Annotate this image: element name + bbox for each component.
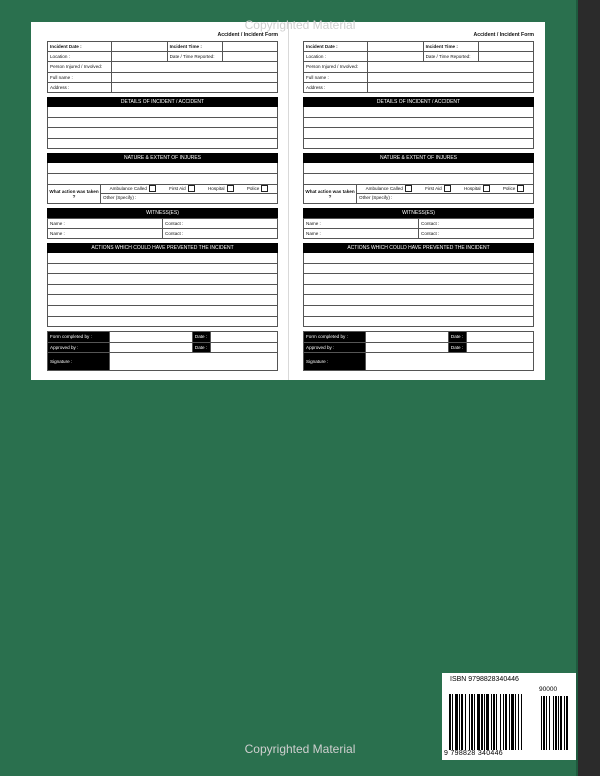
price-bar xyxy=(564,696,565,750)
incident-time-field[interactable] xyxy=(222,42,277,52)
date-time-reported-field[interactable] xyxy=(222,52,277,62)
action-taken-block xyxy=(303,185,534,204)
witness-contact-label: Contact : xyxy=(163,218,278,228)
police-option[interactable]: Police xyxy=(503,185,525,194)
first-aid-option[interactable]: First Aid xyxy=(169,185,195,194)
incident-date-label: Incident Date : xyxy=(48,42,112,52)
incident-date-field[interactable] xyxy=(368,42,423,52)
page-fold xyxy=(288,22,289,380)
incident-info-table xyxy=(303,41,534,93)
isbn-label: ISBN 9798828340446 xyxy=(450,676,519,683)
signature-label: Signature : xyxy=(304,353,366,371)
full-name-field[interactable] xyxy=(368,72,534,82)
price-bar xyxy=(546,696,547,750)
address-label: Address : xyxy=(304,82,368,92)
barcode-bar xyxy=(455,694,458,750)
barcode-bar xyxy=(500,694,501,750)
location-field[interactable] xyxy=(368,52,423,62)
barcode-bar xyxy=(515,694,516,750)
hospital-checkbox[interactable] xyxy=(483,185,490,192)
first-aid-checkbox[interactable] xyxy=(444,185,451,192)
what-action-label: What action was taken ? xyxy=(304,185,357,203)
price-bar xyxy=(558,696,559,750)
address-label: Address : xyxy=(48,82,112,92)
date-time-reported-field[interactable] xyxy=(478,52,533,62)
price-bar xyxy=(541,696,542,750)
price-bar xyxy=(543,696,545,750)
person-injured-field[interactable] xyxy=(112,62,278,72)
what-action-label: What action was taken ? xyxy=(48,185,101,203)
ambulance-option[interactable]: Ambulance Called xyxy=(366,185,412,194)
ambulance-checkbox[interactable] xyxy=(149,185,156,192)
approved-by-label: Approved by : xyxy=(48,342,110,352)
witness-table xyxy=(47,218,278,239)
form-title: Accident / Incident Form xyxy=(473,32,534,38)
action-taken-block xyxy=(47,185,278,204)
details-lines[interactable] xyxy=(303,107,534,149)
signature-field[interactable] xyxy=(110,353,278,371)
approved-by-label: Approved by : xyxy=(304,342,366,352)
approved-by-field[interactable] xyxy=(366,342,449,352)
barcode-digits: 9 798828 340446 xyxy=(444,750,503,757)
date-label: Date : xyxy=(192,332,210,342)
address-field[interactable] xyxy=(368,82,534,92)
incident-date-label: Incident Date : xyxy=(304,42,368,52)
full-name-label: Full name : xyxy=(304,72,368,82)
address-field[interactable] xyxy=(112,82,278,92)
hospital-option[interactable]: Hospital xyxy=(208,185,234,194)
accident-form-left xyxy=(47,30,278,371)
location-label: Location : xyxy=(48,52,112,62)
barcode-bar xyxy=(461,694,463,750)
witness-contact-label: Contact : xyxy=(419,218,534,228)
details-header: DETAILS OF INCIDENT / ACCIDENT xyxy=(47,97,278,107)
barcode-bar xyxy=(511,694,514,750)
approved-by-field[interactable] xyxy=(110,342,193,352)
other-specify-label: Other (Specify) : xyxy=(359,195,393,201)
form-completed-by-field[interactable] xyxy=(366,332,449,342)
barcode-bar xyxy=(496,694,497,750)
barcode-bar xyxy=(459,694,460,750)
price-bar xyxy=(553,696,554,750)
witness-header: WITNESS(ES) xyxy=(47,208,278,218)
barcode-bar xyxy=(484,694,485,750)
hospital-checkbox[interactable] xyxy=(227,185,234,192)
form-preview-sheet xyxy=(31,22,545,380)
barcode-bar xyxy=(471,694,473,750)
date-field[interactable] xyxy=(467,332,534,342)
book-spine xyxy=(578,0,600,776)
police-option[interactable]: Police xyxy=(247,185,269,194)
ambulance-checkbox[interactable] xyxy=(405,185,412,192)
barcode-bar xyxy=(465,694,466,750)
full-name-label: Full name : xyxy=(48,72,112,82)
location-label: Location : xyxy=(304,52,368,62)
form-title: Accident / Incident Form xyxy=(217,32,278,38)
price-bar xyxy=(566,696,568,750)
price-code: 90000 xyxy=(539,686,558,693)
signature-field[interactable] xyxy=(366,353,534,371)
police-checkbox[interactable] xyxy=(517,185,524,192)
nature-lines[interactable] xyxy=(47,163,278,184)
form-completed-by-field[interactable] xyxy=(110,332,193,342)
incident-time-label: Incident Time : xyxy=(423,42,478,52)
signoff-table xyxy=(303,331,534,371)
hospital-option[interactable]: Hospital xyxy=(464,185,490,194)
barcode-bars xyxy=(449,686,571,750)
price-bar xyxy=(549,696,550,750)
barcode-bar xyxy=(486,694,489,750)
date-time-reported-label: Date / Time Reported: xyxy=(423,52,478,62)
witness-name-label: Name : xyxy=(48,228,163,238)
barcode-bar xyxy=(503,694,504,750)
barcode-bar xyxy=(493,694,495,750)
actions-header: ACTIONS WHICH COULD HAVE PREVENTED THE INCIDENT xyxy=(303,243,534,253)
signoff-table xyxy=(47,331,278,371)
person-injured-label: Person Injured / Involved: xyxy=(48,62,112,72)
nature-header: NATURE & EXTENT OF INJURES xyxy=(303,153,534,163)
witness-header: WITNESS(ES) xyxy=(303,208,534,218)
accident-form-right xyxy=(303,30,534,371)
barcode-bar xyxy=(518,694,519,750)
barcode-bar xyxy=(474,694,475,750)
witness-table xyxy=(303,218,534,239)
witness-name-label: Name : xyxy=(304,218,419,228)
location-field[interactable] xyxy=(112,52,167,62)
barcode-bar xyxy=(481,694,483,750)
details-header: DETAILS OF INCIDENT / ACCIDENT xyxy=(303,97,534,107)
incident-info-table xyxy=(47,41,278,93)
first-aid-checkbox[interactable] xyxy=(188,185,195,192)
date-label: Date : xyxy=(448,342,466,352)
date-field[interactable] xyxy=(211,332,278,342)
ambulance-option[interactable]: Ambulance Called xyxy=(110,185,156,194)
nature-header: NATURE & EXTENT OF INJURES xyxy=(47,153,278,163)
actions-header: ACTIONS WHICH COULD HAVE PREVENTED THE INCIDENT xyxy=(47,243,278,253)
incident-time-field[interactable] xyxy=(478,42,533,52)
barcode-bar xyxy=(452,694,453,750)
date-field[interactable] xyxy=(211,342,278,352)
price-bar xyxy=(560,696,562,750)
date-field[interactable] xyxy=(467,342,534,352)
date-label: Date : xyxy=(448,332,466,342)
watermark-top: Copyrighted Material xyxy=(244,18,356,32)
barcode-bar xyxy=(469,694,470,750)
witness-contact-label: Contact : xyxy=(419,228,534,238)
barcode-bar xyxy=(449,694,451,750)
form-completed-by-label: Form completed by : xyxy=(304,332,366,342)
police-checkbox[interactable] xyxy=(261,185,268,192)
nature-lines[interactable] xyxy=(303,163,534,184)
barcode-bar xyxy=(509,694,510,750)
form-completed-by-label: Form completed by : xyxy=(48,332,110,342)
signature-label: Signature : xyxy=(48,353,110,371)
incident-time-label: Incident Time : xyxy=(167,42,222,52)
actions-lines[interactable] xyxy=(303,253,534,327)
full-name-field[interactable] xyxy=(112,72,278,82)
witness-name-label: Name : xyxy=(304,228,419,238)
date-time-reported-label: Date / Time Reported: xyxy=(167,52,222,62)
actions-lines[interactable] xyxy=(47,253,278,327)
watermark-bottom: Copyrighted Material xyxy=(244,742,356,756)
incident-date-field[interactable] xyxy=(112,42,167,52)
date-label: Date : xyxy=(192,342,210,352)
person-injured-label: Person Injured / Involved: xyxy=(304,62,368,72)
barcode-bar xyxy=(521,694,522,750)
other-specify-label: Other (Specify) : xyxy=(103,195,137,201)
isbn-barcode xyxy=(442,673,576,760)
witness-contact-label: Contact : xyxy=(163,228,278,238)
witness-name-label: Name : xyxy=(48,218,163,228)
barcode-bar xyxy=(505,694,507,750)
first-aid-option[interactable]: First Aid xyxy=(425,185,451,194)
barcode-bar xyxy=(491,694,492,750)
person-injured-field[interactable] xyxy=(368,62,534,72)
price-bar xyxy=(555,696,557,750)
details-lines[interactable] xyxy=(47,107,278,149)
barcode-bar xyxy=(477,694,480,750)
